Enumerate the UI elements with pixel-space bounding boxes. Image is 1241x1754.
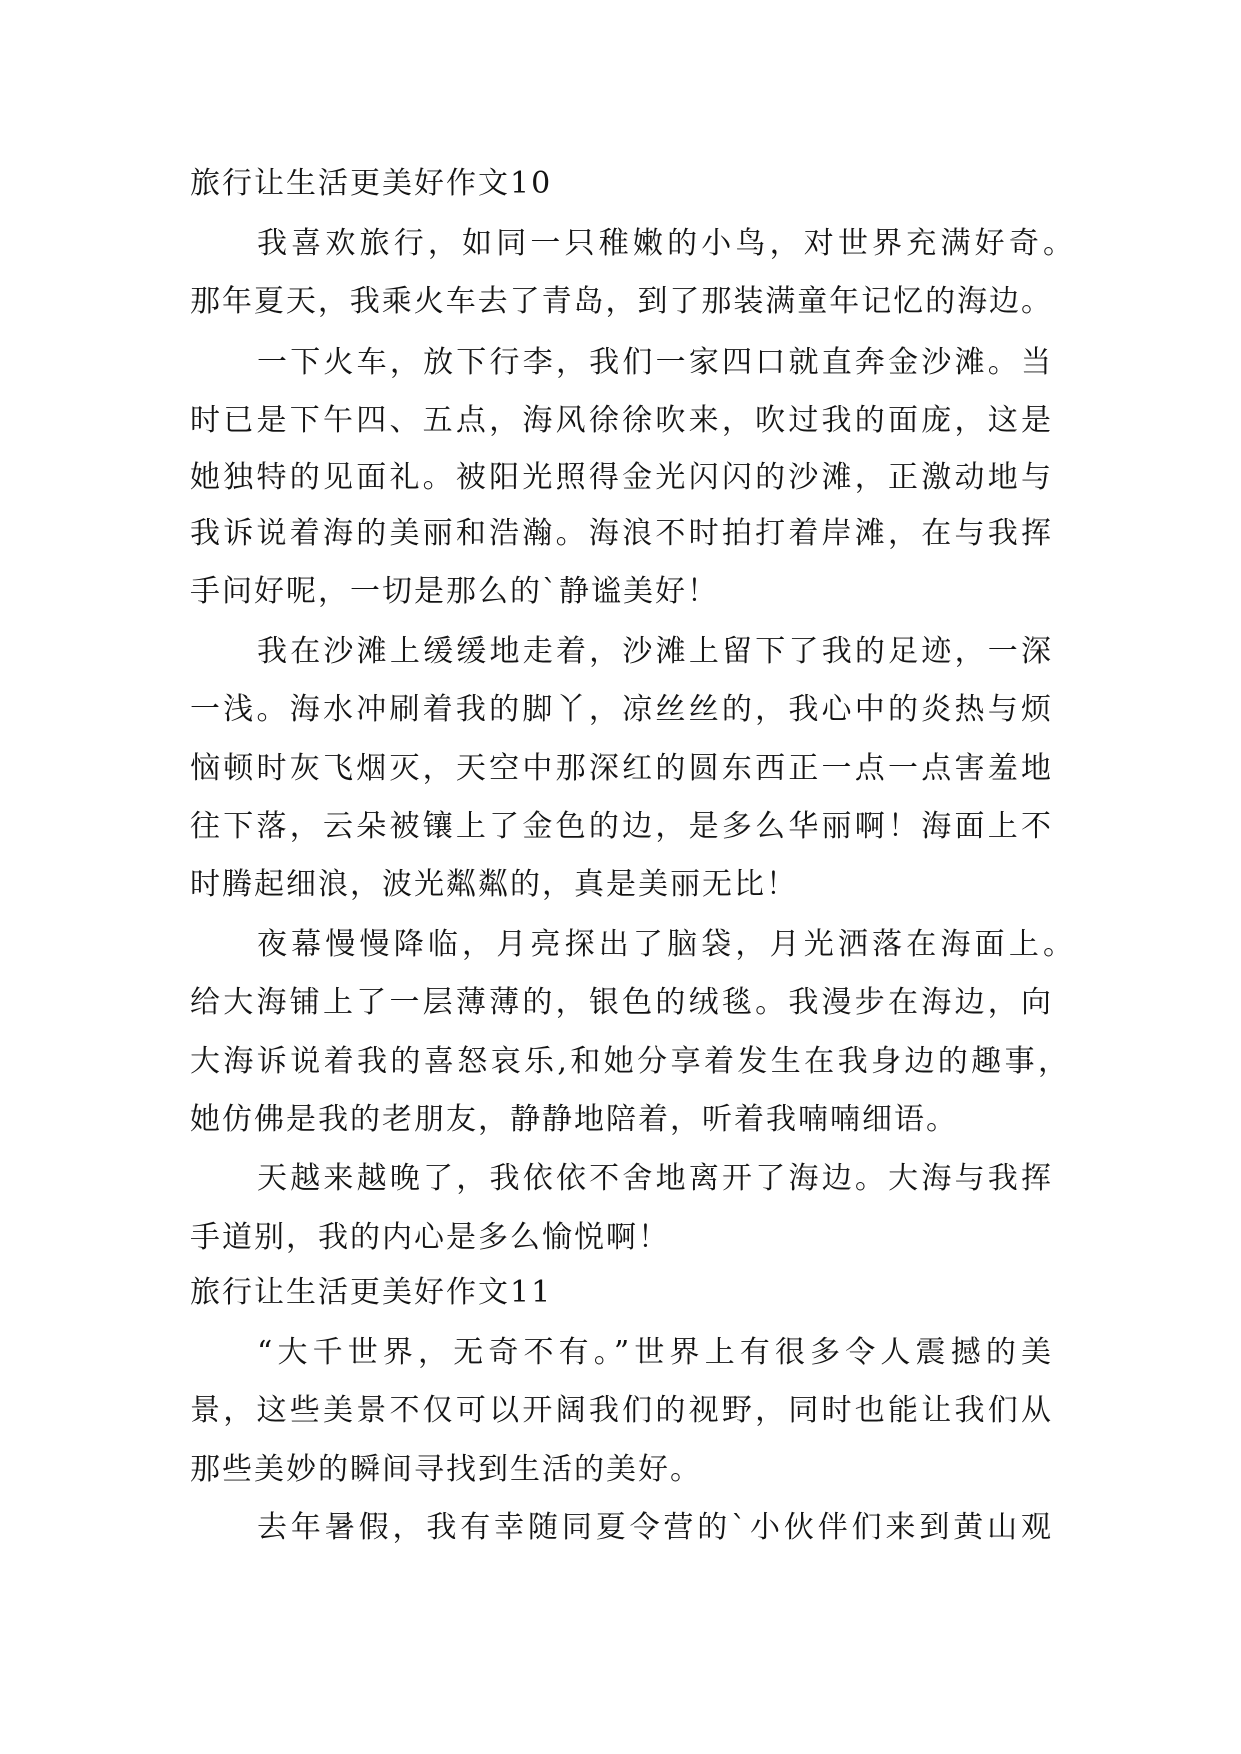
essay-title: 旅行让生活更美好作文11 — [190, 1275, 553, 1310]
paragraph-line: 她仿佛是我的老朋友，静静地陪着，听着我喃喃细语。 — [190, 1102, 958, 1137]
paragraph-line: 她独特的见面礼。被阳光照得金光闪闪的沙滩，正激动地与 — [190, 460, 1051, 495]
paragraph-line: 往下落，云朵被镶上了金色的边，是多么华丽啊！海面上不 — [190, 809, 1051, 844]
paragraph-line: 一下火车，放下行李，我们一家四口就直奔金沙滩。当 — [257, 345, 1051, 380]
paragraph-line: 大海诉说着我的喜怒哀乐,和她分享着发生在我身边的趣事， — [190, 1044, 1068, 1079]
paragraph-line: 我诉说着海的美丽和浩瀚。海浪不时拍打着岸滩，在与我挥 — [190, 516, 1051, 551]
paragraph-line: 一浅。海水冲刷着我的脚丫，凉丝丝的，我心中的炎热与烦 — [190, 692, 1051, 727]
paragraph-line: 给大海铺上了一层薄薄的，银色的绒毯。我漫步在海边，向 — [190, 985, 1051, 1020]
paragraph-line: 景，这些美景不仅可以开阔我们的视野，同时也能让我们从 — [190, 1393, 1051, 1428]
paragraph-line: 手道别，我的内心是多么愉悦啊！ — [190, 1220, 670, 1255]
paragraph-line: 手问好呢，一切是那么的`静谧美好！ — [190, 574, 719, 609]
paragraph-line: 时已是下午四、五点，海风徐徐吹来，吹过我的面庞，这是 — [190, 403, 1051, 438]
paragraph-line: 时腾起细浪，波光粼粼的，真是美丽无比！ — [190, 867, 798, 902]
paragraph-line: 夜幕慢慢降临，月亮探出了脑袋，月光洒落在海面上。 — [257, 927, 1073, 962]
paragraph-line: 我在沙滩上缓缓地走着，沙滩上留下了我的足迹，一深 — [257, 634, 1051, 669]
paragraph-line: “大千世界，无奇不有。”世界上有很多令人震撼的美 — [257, 1335, 1051, 1370]
paragraph-line: 那些美妙的瞬间寻找到生活的美好。 — [190, 1452, 702, 1487]
paragraph-line: 我喜欢旅行，如同一只稚嫩的小鸟，对世界充满好奇。 — [257, 226, 1073, 261]
paragraph-line: 恼顿时灰飞烟灭，天空中那深红的圆东西正一点一点害羞地 — [190, 751, 1051, 786]
paragraph-line: 那年夏天，我乘火车去了青岛，到了那装满童年记忆的海边。 — [190, 284, 1051, 319]
paragraph-line: 天越来越晚了，我依依不舍地离开了海边。大海与我挥 — [257, 1161, 1051, 1196]
essay-title: 旅行让生活更美好作文10 — [190, 166, 553, 201]
paragraph-line: 去年暑假，我有幸随同夏令营的`小伙伴们来到黄山观 — [257, 1510, 1051, 1545]
